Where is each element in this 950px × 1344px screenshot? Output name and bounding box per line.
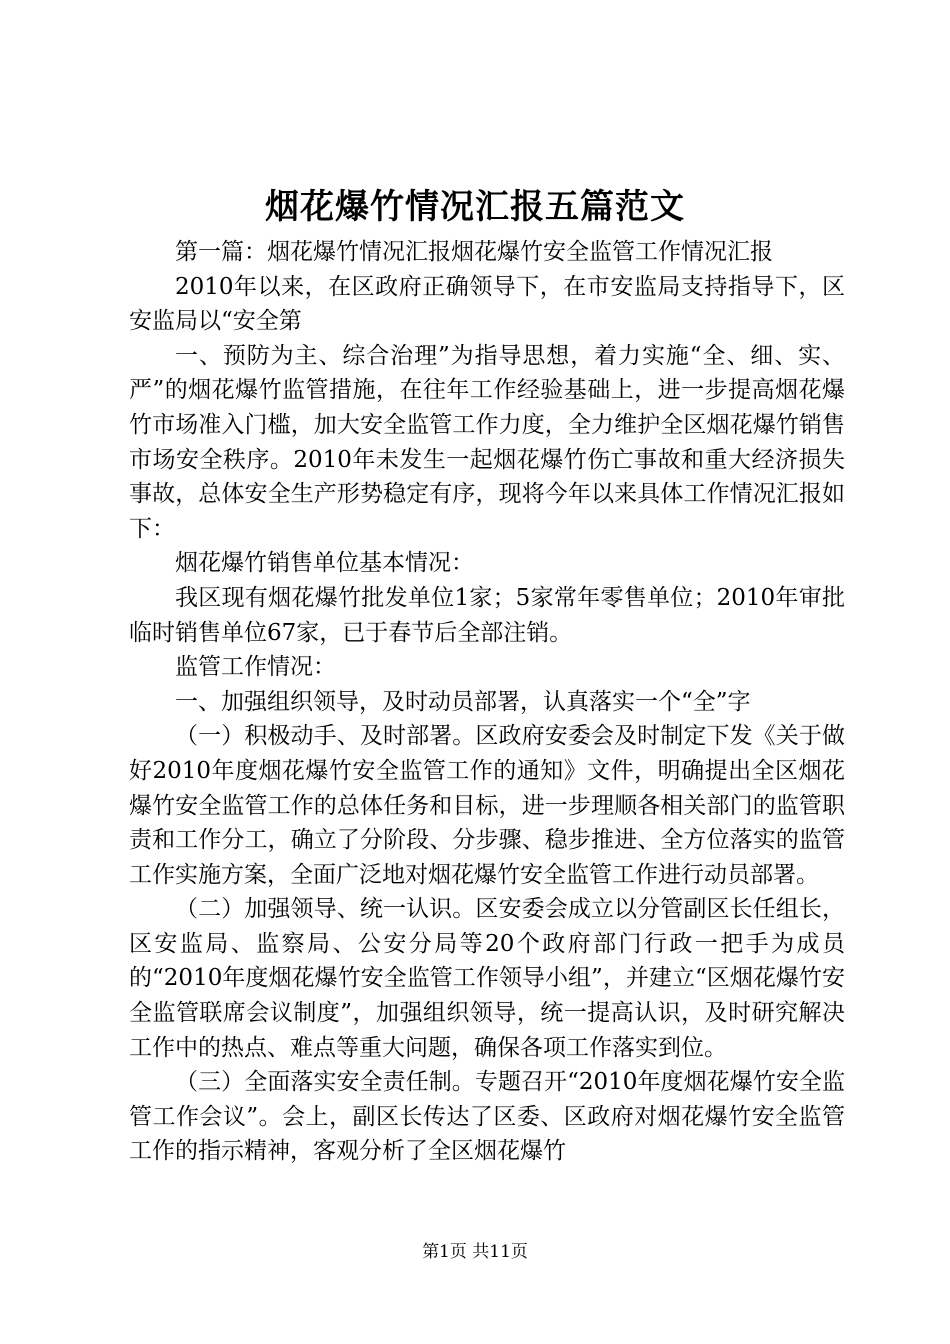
paragraph: 2010年以来，在区政府正确领导下，在市安监局支持指导下，区安监局以“安全第 xyxy=(129,273,845,335)
paragraph: 烟花爆竹销售单位基本情况： xyxy=(175,550,474,577)
document-title: 烟花爆竹情况汇报五篇范文 xyxy=(265,187,685,227)
paragraph: （二）加强领导、统一认识。区安委会成立以分管副区长任组长，区安监局、监察局、公安分局等20个政府部门行政一把手为成员的“2010年度烟花爆竹安全监管工作领导小组”，并建立“区烟花爆竹安全监管联席会议制度”，加强组织领导，统一提高认识，及时研究解决工作中的热点、难点等重大问题，确保各项工作落实到位。 xyxy=(129,896,845,1061)
paragraph: 监管工作情况： xyxy=(175,654,336,681)
document-body xyxy=(129,235,845,1169)
paragraph: 我区现有烟花爆竹批发单位1家；5家常年零售单位；2010年审批临时销售单位67家，已于春节后全部注销。 xyxy=(129,584,845,646)
paragraph: 第一篇：烟花爆竹情况汇报烟花爆竹安全监管工作情况汇报 xyxy=(175,239,773,265)
paragraph: （三）全面落实安全责任制。专题召开“2010年度烟花爆竹安全监管工作会议”。会上，副区长传达了区委、区政府对烟花爆竹安全监管工作的指示精神，客观分析了全区烟花爆竹 xyxy=(129,1069,845,1165)
paragraph: （一）积极动手、及时部署。区政府安委会及时制定下发《关于做好2010年度烟花爆竹安全监管工作的通知》文件，明确提出全区烟花爆竹安全监管工作的总体任务和目标，进一步理顺各相关部门的监管职责和工作分工，确立了分阶段、分步骤、稳步推进、全方位落实的监管工作实施方案，全面广泛地对烟花爆竹安全监管工作进行动员部署。 xyxy=(129,723,845,888)
page-footer: 第1页 共11页 xyxy=(422,1242,528,1262)
paragraph: 一、预防为主、综合治理”为指导思想，着力实施“全、细、实、严”的烟花爆竹监管措施，在往年工作经验基础上，进一步提高烟花爆竹市场准入门槛，加大安全监管工作力度，全力维护全区烟花爆竹销售市场安全秩序。2010年未发生一起烟花爆竹伤亡事故和重大经济损失事故，总体安全生产形势稳定有序，现将今年以来具体工作情况汇报如下： xyxy=(129,342,845,542)
paragraph: 一、加强组织领导，及时动员部署，认真落实一个“全”字 xyxy=(175,688,751,715)
